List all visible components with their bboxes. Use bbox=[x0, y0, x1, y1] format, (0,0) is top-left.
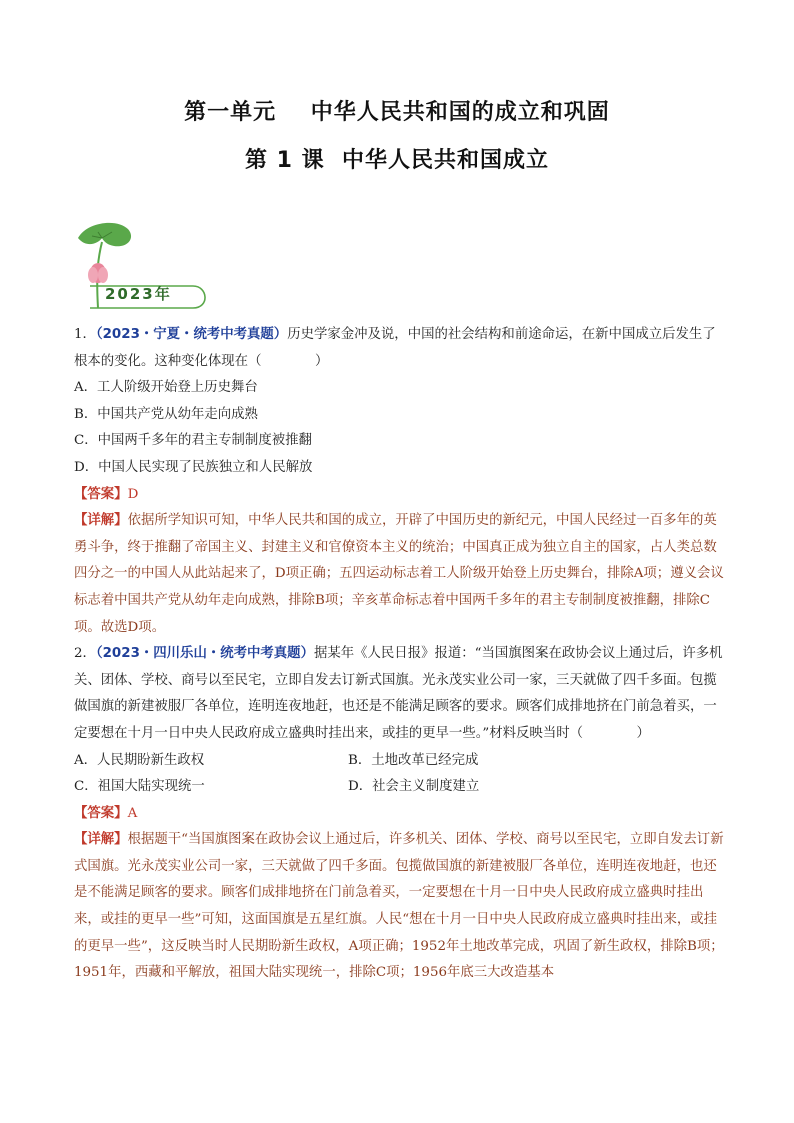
question-number: 2． bbox=[74, 646, 96, 662]
questions-area bbox=[74, 322, 726, 987]
detail-paragraph bbox=[74, 508, 726, 641]
question-source: （2023・四川乐山・统考中考真题） bbox=[95, 646, 314, 662]
question-stem: 据某年《人民日报》报道：“当国旗图案在政协会议上通过后，许多机关、团体、学校、商号以至民宅，立即自发去订新式国旗。光永茂实业公司一家，三天就做了四千多面。包揽做国旗的新建被服厂各单位，连明连夜地赶，也还是不能满足顾客的要求。顾客们成排地挤在门前急着买，一定要想在十月一日中央人民政府成立盛典时挂出来，或挂的更早一些。”材料反映当时（ ） bbox=[74, 646, 723, 741]
detail-paragraph bbox=[74, 827, 726, 987]
question-number: 1． bbox=[74, 327, 96, 342]
year-label: 2023年 bbox=[105, 285, 172, 303]
detail-text: 根据题干“当国旗图案在政协会议上通过后，许多机关、团体、学校、商号以至民宅，立即自发去订新式国旗。光永茂实业公司一家，三天就做了四千多面。包揽做国旗的新建被服厂各单位，连明连夜地赶，也还是不能满足顾客的要求。顾客们成排地挤在门前急着买，一定要想在十月一日中央人民政府成立盛典时挂出来，或挂的更早一些”可知，这面国旗是五星红旗。人民“想在十月一日中央人民政府成立盛典时挂出来，或挂的更早一些”，这反映当时人民期盼新生政权，A项正确；1952年土地改革完成，巩固了新生政权，排除B项；1951年，西藏和平解放，祖国大陆实现统一，排除C项；1956年底三大改造基本 bbox=[74, 832, 724, 981]
option-d: D．中国人民实现了民族独立和人民解放 bbox=[74, 459, 313, 475]
question-source: （2023・宁夏・统考中考真题） bbox=[95, 327, 288, 342]
option-b: B．土地改革已经完成 bbox=[348, 752, 479, 768]
question-stem: 历史学家金冲及说，中国的社会结构和前途命运，在新中国成立后发生了根本的变化。这种变化体现在（ ） bbox=[74, 327, 716, 369]
answer-value: D bbox=[127, 486, 139, 502]
detail-label: 【详解】 bbox=[74, 832, 128, 848]
question-1 bbox=[74, 322, 726, 375]
answer-label: 【答案】 bbox=[74, 805, 128, 821]
detail-text: 依据所学知识可知，中华人民共和国的成立，开辟了中国历史的新纪元，中国人民经过一百多年的英勇斗争，终于推翻了帝国主义、封建主义和官僚资本主义的统治；中国真正成为独立自主的国家，占人类总数四分之一的中国人从此站起来了，D项正确；五四运动标志着工人阶级开始登上历史舞台，排除A项；遵义会议标志着中国共产党从幼年走向成熟，排除B项；辛亥革命标志着中国两千多年的君主专制制度被推翻，排除C项。故选D项。 bbox=[74, 513, 724, 635]
detail-label: 【详解】 bbox=[74, 513, 128, 529]
lesson-title: 第 1 课 中华人民共和国成立 bbox=[245, 148, 549, 173]
option-d: D．社会主义制度建立 bbox=[348, 779, 480, 795]
question-2 bbox=[74, 641, 726, 747]
unit-title: 第一单元 中华人民共和国的成立和巩固 bbox=[184, 100, 610, 125]
options-row-2 bbox=[74, 774, 726, 801]
option-c: C．中国两千多年的君主专制制度被推翻 bbox=[74, 433, 312, 449]
option-a: A．工人阶级开始登上历史舞台 bbox=[74, 380, 258, 396]
answer-line bbox=[74, 482, 726, 509]
options-row-1 bbox=[74, 748, 726, 775]
option-c: C．祖国大陆实现统一 bbox=[74, 779, 205, 795]
option-a: A．人民期盼新生政权 bbox=[74, 752, 205, 768]
answer-value: A bbox=[127, 805, 138, 821]
option-b: B．中国共产党从幼年走向成熟 bbox=[74, 406, 258, 422]
answer-label: 【答案】 bbox=[74, 486, 128, 502]
answer-line bbox=[74, 801, 726, 828]
